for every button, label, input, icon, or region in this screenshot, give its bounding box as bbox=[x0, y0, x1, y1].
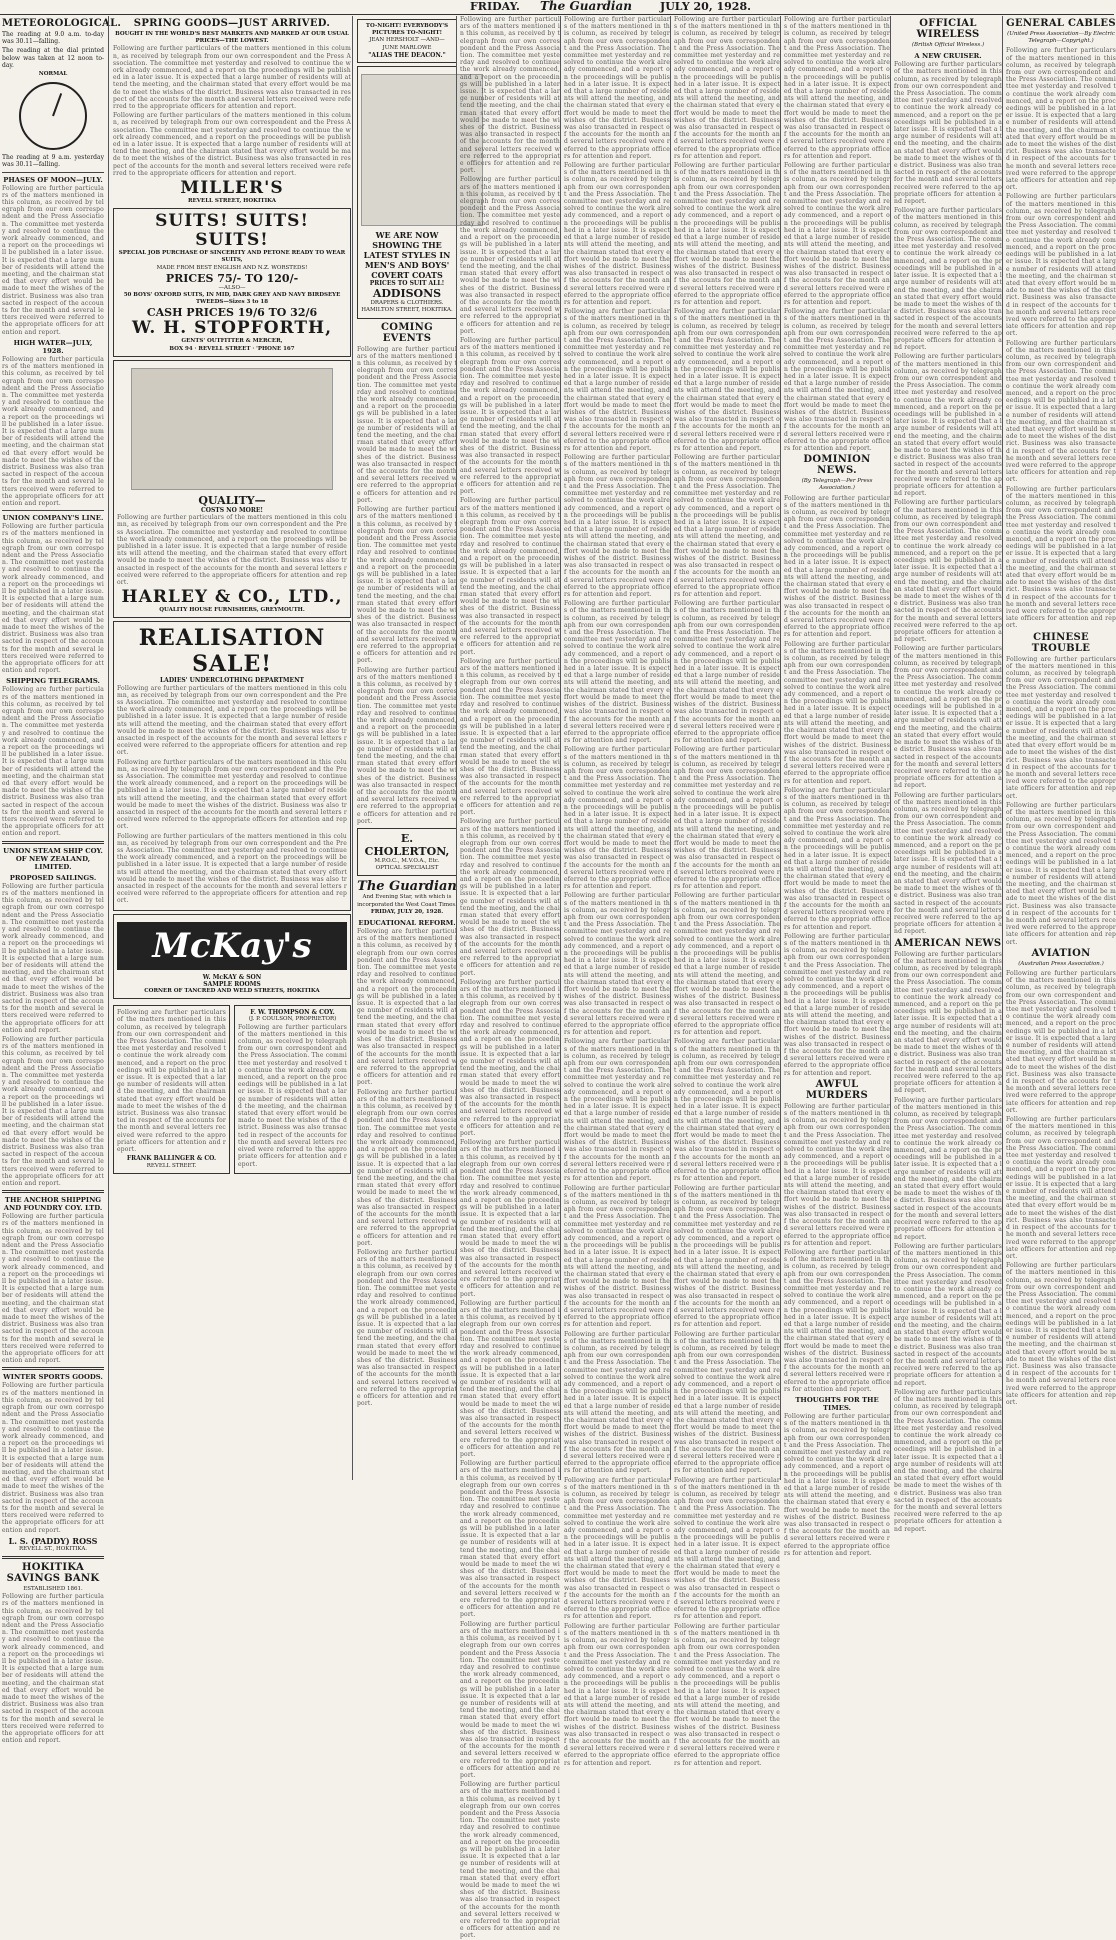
stopforth-sub: GENTS' OUTFITTER & MERCER, bbox=[181, 338, 283, 345]
addisons-address: HAMILTON STREET, HOKITIKA. bbox=[361, 307, 453, 314]
stopforth-street: REVELL STREET bbox=[198, 345, 251, 352]
harley-ad bbox=[113, 360, 351, 618]
addisons-sub: DRAPERS & CLOTHIERS. bbox=[370, 300, 444, 307]
news-body: Following are further particulars of the matters mentioned in this column, as received by telegraph from our own correspondent and the Press Association. The committee met yesterday and resolved to continue the work already commenced, and a report on the proceedings will be published in a later issue. It is expected that a large number of residents will attend the meeting, and the chairman stated that every effort would be made to meet the wishes of the district. Business was also transacted in respect of the accounts for the month and several letters received were referred to the appropriate officers for attention and report. bbox=[784, 1412, 890, 1557]
news-body: Following are further particulars of the matters mentioned in this column, as received by telegraph from our own correspondent and the Press Association. The committee met yesterday and resolved to continue the work already commenced, and a report on the proceedings will be published in a later issue. It is expected that a large number of residents will attend the meeting, and the chairman stated that every effort would be made to meet the wishes of the district. Business was also transacted in respect of the accounts for the month and several letters received were referred to the appropriate officers for attention and report. bbox=[674, 308, 780, 452]
news-body: Following are further particulars of the matters mentioned in this column, as received by telegraph from our own correspondent and the Press Association. The committee met yesterday and resolved to continue the work already commenced, and a report on the proceedings will be published in a later issue. It is expected that a large number of residents will attend the meeting, and the chairman stated that every effort would be made to meet the wishes of the district. Business was also transacted in respect of the accounts for the month and several letters received were referred to the appropriate officers for attention and report. bbox=[674, 1330, 780, 1475]
news-body: Following are further particulars of the matters mentioned in this column, as received by telegraph from our own correspondent and the Press Association. The committee met yesterday and resolved to continue the work already commenced, and a report on the proceedings will be published in a later issue. It is expected that a large number of residents will attend the meeting, and the chairman stated that every effort would be made to meet the wishes of the district. Business was also transacted in respect of the accounts for the month and several letters received were referred to the appropriate officers for attention and report. bbox=[894, 1388, 1002, 1533]
news-body: Following are further particulars of the matters mentioned in this column, as received by telegraph from our own correspondent and the Press Association. The committee met yesterday and resolved to continue the work already commenced, and a report on the proceedings will be published in a later issue. It is expected that a large number of residents will attend the meeting, and the chairman stated that every effort would be made to meet the wishes of the district. Business was also transacted in respect of the accounts for the month and several letters received were referred to the appropriate officers for attention and report. bbox=[1006, 339, 1116, 484]
divider bbox=[2, 1190, 104, 1193]
thompson-ad bbox=[234, 1005, 351, 1173]
masthead-date: JULY 20, 1928. bbox=[660, 0, 751, 13]
news-body: Following are further particulars of the matters mentioned in this column, as received by telegraph from our own correspondent and the Press Association. The committee met yesterday and resolved to continue the work already commenced, and a report on the proceedings will be published in a later issue. It is expected that a large number of residents will attend the meeting, and the chairman stated that every effort would be made to meet the wishes of the district. Business was also transacted in respect of the accounts for the month and several letters received were referred to the appropriate officers for attention and report. bbox=[460, 818, 560, 977]
meteorological-heading: METEOROLOGICAL. bbox=[2, 18, 122, 29]
masthead bbox=[0, 0, 1114, 15]
realisation-sale-ad bbox=[113, 621, 351, 910]
mckay-corner: CORNER OF TANCRED AND WELD STREETS, HOKITIKA bbox=[144, 988, 320, 995]
costs-no-more: COSTS NO MORE! bbox=[200, 506, 264, 514]
shipping-body: Following are further particulars of the matters mentioned in this column, as received by telegraph from our own correspondent and the Press Association. The committee met yesterday and resolved to continue the work already commenced, and a report on the proceedings will be published in a later issue. It is expected that a large number of residents will attend the meeting, and the chairman stated that every effort would be made to meet the wishes of the district. Business was also transacted in respect of the accounts for the month and several letters received were referred to the appropriate officers for attention and report. bbox=[2, 686, 104, 838]
thoughts-heading: THOUGHTS FOR THE TIMES. bbox=[795, 1395, 879, 1412]
tide-heading: HIGH WATER—JULY, 1928. bbox=[13, 338, 93, 355]
met-reading: The reading at 9.0 a.m. to-day was 30.11—falling. bbox=[2, 31, 104, 46]
harley-name: HARLEY & CO., LTD., bbox=[121, 587, 343, 608]
coming-events-body-2: Following are further particulars of the matters mentioned in this column, as received by telegraph from our own correspondent and the Press Association. The committee met yesterday and resolved to continue the work already commenced, and a report on the proceedings will be published in a later issue. It is expected that a large number of residents will attend the meeting, and the chairman stated that every effort would be made to meet the wishes of the district. Business was also transacted in respect of the accounts for the month and several letters received were referred to the appropriate officers for attention and report. bbox=[357, 506, 457, 665]
news-body: Following are further particulars of the matters mentioned in this column, as received by telegraph from our own correspondent and the Press Association. The committee met yesterday and resolved to continue the work already commenced, and a report on the proceedings will be published in a later issue. It is expected that a large number of residents will attend the meeting, and the chairman stated that every effort would be made to meet the wishes of the district. Business was also transacted in respect of the accounts for the month and several letters received were referred to the appropriate officers for attention and report. bbox=[1006, 801, 1116, 946]
educational-reform-heading: EDUCATIONAL REFORM. bbox=[358, 919, 456, 928]
news-body: Following are further particulars of the matters mentioned in this column, as received by telegraph from our own correspondent and the Press Association. The committee met yesterday and resolved to continue the work already commenced, and a report on the proceedings will be published in a later issue. It is expected that a large number of residents will attend the meeting, and the chairman stated that every effort would be made to meet the wishes of the district. Business was also transacted in respect of the accounts for the month and several letters received were referred to the appropriate officers for attention and report. bbox=[674, 1476, 780, 1621]
news-body: Following are further particulars of the matters mentioned in this column, as received by telegraph from our own correspondent and the Press Association. The committee met yesterday and resolved to continue the work already commenced, and a report on the proceedings will be published in a later issue. It is expected that a large number of residents will attend the meeting, and the chairman stated that every effort would be made to meet the wishes of the district. Business was also transacted in respect of the accounts for the month and several letters received were referred to the appropriate officers for attention and report. bbox=[564, 1622, 670, 1767]
harley-sub: QUALITY HOUSE FURNISHERS, GREYMOUTH. bbox=[159, 607, 305, 614]
news-body: Following are further particulars of the matters mentioned in this column, as received by telegraph from our own correspondent and the Press Association. The committee met yesterday and resolved to continue the work already commenced, and a report on the proceedings will be published in a later issue. It is expected that a large number of residents will attend the meeting, and the chairman stated that every effort would be made to meet the wishes of the district. Business was also transacted in respect of the accounts for the month and several letters received were referred to the appropriate officers for attention and report. bbox=[784, 308, 890, 452]
addisons-intro: WE ARE NOW SHOWING THE LATEST STYLES IN MEN'S AND BOYS' COVERT COATS bbox=[363, 230, 451, 281]
winter-sports-heading: WINTER SPORTS GOODS. bbox=[3, 1373, 103, 1382]
sale-body-2: Following are further particulars of the matters mentioned in this column, as received by telegraph from our own correspondent and the Press Association. The committee met yesterday and resolved to continue the work already commenced, and a report on the proceedings will be published in a later issue. It is expected that a large number of residents will attend the meeting, and the chairman stated that every effort would be made to meet the wishes of the district. Business was also transacted in respect of the accounts for the month and several letters received were referred to the appropriate officers for attention and report. bbox=[117, 758, 347, 831]
mckay-sub: W. McKAY & SON bbox=[202, 973, 262, 981]
news-body: Following are further particulars of the matters mentioned in this column, as received by telegraph from our own correspondent and the Press Association. The committee met yesterday and resolved to continue the work already commenced, and a report on the proceedings will be published in a later issue. It is expected that a large number of residents will attend the meeting, and the chairman stated that every effort would be made to meet the wishes of the district. Business was also transacted in respect of the accounts for the month and several letters received were referred to the appropriate officers for attention and report. bbox=[460, 497, 560, 656]
news-body: Following are further particulars of the matters mentioned in this column, as received by telegraph from our own correspondent and the Press Association. The committee met yesterday and resolved to continue the work already commenced, and a report on the proceedings will be published in a later issue. It is expected that a large number of residents will attend the meeting, and the chairman stated that every effort would be made to meet the wishes of the district. Business was also transacted in respect of the accounts for the month and several letters received were referred to the appropriate officers for attention and report. bbox=[674, 1622, 780, 1767]
suits-sub-2: MADE FROM BEST ENGLISH AND N.Z. WORSTEDS! bbox=[156, 264, 308, 271]
news-body: Following are further particulars of the matters mentioned in this column, as received by telegraph from our own correspondent and the Press Association. The committee met yesterday and resolved to continue the work already commenced, and a report on the proceedings will be published in a later issue. It is expected that a large number of residents will attend the meeting, and the chairman stated that every effort would be made to meet the wishes of the district. Business was also transacted in respect of the accounts for the month and several letters received were referred to the appropriate officers for attention and report. bbox=[784, 640, 890, 785]
news-body: Following are further particulars of the matters mentioned in this column, as received by telegraph from our own correspondent and the Press Association. The committee met yesterday and resolved to continue the work already commenced, and a report on the proceedings will be published in a later issue. It is expected that a large number of residents will attend the meeting, and the chairman stated that every effort would be made to meet the wishes of the district. Business was also transacted in respect of the accounts for the month and several letters received were referred to the appropriate officers for attention and report. bbox=[460, 1460, 560, 1619]
spring-goods-body-2: Following are further particulars of the matters mentioned in this column, as received by telegraph from our own correspondent and the Press Association. The committee met yesterday and resolved to continue the work already commenced, and a report on the proceedings will be published in a later issue. It is expected that a large number of residents will attend the meeting, and the chairman stated that every effort would be made to meet the wishes of the district. Business was also transacted in respect of the accounts for the month and several letters received were referred to the appropriate officers for attention and report. bbox=[113, 112, 351, 177]
news-body: Following are further particulars of the matters mentioned in this column, as received by telegraph from our own correspondent and the Press Association. The committee met yesterday and resolved to continue the work already commenced, and a report on the proceedings will be published in a later issue. It is expected that a large number of residents will attend the meeting, and the chairman stated that every effort would be made to meet the wishes of the district. Business was also transacted in respect of the accounts for the month and several letters received were referred to the appropriate officers for attention and report. bbox=[1006, 1262, 1116, 1406]
news-body: Following are further particulars of the matters mentioned in this column, as received by telegraph from our own correspondent and the Press Association. The committee met yesterday and resolved to continue the work already commenced, and a report on the proceedings will be published in a later issue. It is expected that a large number of residents will attend the meeting, and the chairman stated that every effort would be made to meet the wishes of the district. Business was also transacted in respect of the accounts for the month and several letters received were referred to the appropriate officers for attention and report. bbox=[564, 1038, 670, 1183]
divider bbox=[2, 1556, 104, 1559]
news-body: Following are further particulars of the matters mentioned in this column, as received by telegraph from our own correspondent and the Press Association. The committee met yesterday and resolved to continue the work already commenced, and a report on the proceedings will be published in a later issue. It is expected that a large number of residents will attend the meeting, and the chairman stated that every effort would be made to meet the wishes of the district. Business was also transacted in respect of the accounts for the month and several letters received were referred to the appropriate officers for attention and report. bbox=[460, 1781, 560, 1940]
news-body: Following are further particulars of the matters mentioned in this column, as received by telegraph from our own correspondent and the Press Association. The committee met yesterday and resolved to continue the work already commenced, and a report on the proceedings will be published in a later issue. It is expected that a large number of residents will attend the meeting, and the chairman stated that every effort would be made to meet the wishes of the district. Business was also transacted in respect of the accounts for the month and several letters received were referred to the appropriate officers for attention and report. bbox=[460, 657, 560, 817]
news-body: Following are further particulars of the matters mentioned in this column, as received by telegraph from our own correspondent and the Press Association. The committee met yesterday and resolved to continue the work already commenced, and a report on the proceedings will be published in a later issue. It is expected that a large number of residents will attend the meeting, and the chairman stated that every effort would be made to meet the wishes of the district. Business was also transacted in respect of the accounts for the month and several letters received were referred to the appropriate officers for attention and report. bbox=[564, 308, 670, 452]
met-dial-note: The reading at the dial printed below was taken at 12 noon to-day. bbox=[2, 47, 104, 69]
column-10 bbox=[1002, 16, 1116, 1480]
column-1 bbox=[2, 16, 122, 1745]
news-body: Following are further particulars of the matters mentioned in this column, as received by telegraph from our own correspondent and the Press Association. The committee met yesterday and resolved to continue the work already commenced, and a report on the proceedings will be published in a later issue. It is expected that a large number of residents will attend the meeting, and the chairman stated that every effort would be made to meet the wishes of the district. Business was also transacted in respect of the accounts for the month and several letters received were referred to the appropriate officers for attention and report. bbox=[460, 336, 560, 496]
news-body: Following are further particulars of the matters mentioned in this column, as received by telegraph from our own correspondent and the Press Association. The committee met yesterday and resolved to continue the work already commenced, and a report on the proceedings will be published in a later issue. It is expected that a large number of residents will attend the meeting, and the chairman stated that every effort would be made to meet the wishes of the district. Business was also transacted in respect of the accounts for the month and several letters received were referred to the appropriate officers for attention and report. bbox=[894, 207, 1002, 352]
news-body: Following are further particulars of the matters mentioned in this column, as received by telegraph from our own correspondent and the Press Association. The committee met yesterday and resolved to continue the work already commenced, and a report on the proceedings will be published in a later issue. It is expected that a large number of residents will attend the meeting, and the chairman stated that every effort would be made to meet the wishes of the district. Business was also transacted in respect of the accounts for the month and several letters received were referred to the appropriate officers for attention and report. bbox=[564, 1476, 670, 1621]
news-body: Following are further particulars of the matters mentioned in this column, as received by telegraph from our own correspondent and the Press Association. The committee met yesterday and resolved to continue the work already commenced, and a report on the proceedings will be published in a later issue. It is expected that a large number of residents will attend the meeting, and the chairman stated that every effort would be made to meet the wishes of the district. Business was also transacted in respect of the accounts for the month and several letters received were referred to the appropriate officers for attention and report. bbox=[564, 746, 670, 891]
guardian-title: The Guardian bbox=[357, 879, 457, 895]
ussco-heading: UNION STEAM SHIP COY. OF NEW ZEALAND, LIMITED. bbox=[3, 846, 103, 871]
stopforth-contacts: BOX 94 · REVELL STREET · 'PHONE 167 bbox=[169, 345, 295, 352]
news-body: Following are further particulars of the matters mentioned in this column, as received by telegraph from our own correspondent and the Press Association. The committee met yesterday and resolved to continue the work already commenced, and a report on the proceedings will be published in a later issue. It is expected that a large number of residents will attend the meeting, and the chairman stated that every effort would be made to meet the wishes of the district. Business was also transacted in respect of the accounts for the month and several letters received were referred to the appropriate officers for attention and report. bbox=[564, 454, 670, 599]
pictures-ad bbox=[357, 19, 457, 63]
cash-prices: CASH PRICES 19/6 TO 32/6 bbox=[146, 306, 318, 320]
moon-body: Following are further particulars of the matters mentioned in this column, as received by telegraph from our own correspondent and the Press Association. The committee met yesterday and resolved to continue the work already commenced, and a report on the proceedings will be published in a later issue. It is expected that a large number of residents will attend the meeting, and the chairman stated that every effort would be made to meet the wishes of the district. Business was also transacted in respect of the accounts for the month and several letters received were referred to the appropriate officers for attention and report. bbox=[2, 184, 104, 336]
spring-goods-heading: SPRING GOODS—JUST ARRIVED. bbox=[133, 18, 331, 29]
spring-goods-body: Following are further particulars of the matters mentioned in this column, as received by telegraph from our own correspondent and the Press Association. The committee met yesterday and resolved to continue the work already commenced, and a report on the proceedings will be published in a later issue. It is expected that a large number of residents will attend the meeting, and the chairman stated that every effort would be made to meet the wishes of the district. Business was also transacted in respect of the accounts for the month and several letters received were referred to the appropriate officers for attention and report. bbox=[113, 45, 351, 111]
news-body: Following are further particulars of the matters mentioned in this column, as received by telegraph from our own correspondent and the Press Association. The committee met yesterday and resolved to continue the work already commenced, and a report on the proceedings will be published in a later issue. It is expected that a large number of residents will attend the meeting, and the chairman stated that every effort would be made to meet the wishes of the district. Business was also transacted in respect of the accounts for the month and several letters received were referred to the appropriate officers for attention and report. bbox=[894, 645, 1002, 790]
general-cables-heading: GENERAL CABLES bbox=[1006, 18, 1116, 29]
news-body: Following are further particulars of the matters mentioned in this column, as received by telegraph from our own correspondent and the Press Association. The committee met yesterday and resolved to continue the work already commenced, and a report on the proceedings will be published in a later issue. It is expected that a large number of residents will attend the meeting, and the chairman stated that every effort would be made to meet the wishes of the district. Business was also transacted in respect of the accounts for the month and several letters received were referred to the appropriate officers for attention and report. bbox=[460, 1620, 560, 1779]
chinese-trouble-heading: CHINESE TROUBLE bbox=[1031, 631, 1091, 654]
coming-events-body-3: Following are further particulars of the matters mentioned in this column, as received by telegraph from our own correspondent and the Press Association. The committee met yesterday and resolved to continue the work already commenced, and a report on the proceedings will be published in a later issue. It is expected that a large number of residents will attend the meeting, and the chairman stated that every effort would be made to meet the wishes of the district. Business was also transacted in respect of the accounts for the month and several letters received were referred to the appropriate officers for attention and report. bbox=[357, 666, 457, 825]
tide-body: Following are further particulars of the matters mentioned in this column, as received by telegraph from our own correspondent and the Press Association. The committee met yesterday and resolved to continue the work already commenced, and a report on the proceedings will be published in a later issue. It is expected that a large number of residents will attend the meeting, and the chairman stated that every effort would be made to meet the wishes of the district. Business was also transacted in respect of the accounts for the month and several letters received were referred to the appropriate officers for attention and report. bbox=[2, 355, 104, 507]
anchor-body: Following are further particulars of the matters mentioned in this column, as received by telegraph from our own correspondent and the Press Association. The committee met yesterday and resolved to continue the work already commenced, and a report on the proceedings will be published in a later issue. It is expected that a large number of residents will attend the meeting, and the chairman stated that every effort would be made to meet the wishes of the district. Business was also transacted in respect of the accounts for the month and several letters received were referred to the appropriate officers for attention and report. bbox=[2, 1213, 104, 1365]
news-body: Following are further particulars of the matters mentioned in this column, as received by telegraph from our own correspondent and the Press Association. The committee met yesterday and resolved to continue the work already commenced, and a report on the proceedings will be published in a later issue. It is expected that a large number of residents will attend the meeting, and the chairman stated that every effort would be made to meet the wishes of the district. Business was also transacted in respect of the accounts for the month and several letters received were referred to the appropriate officers for attention and report. bbox=[784, 494, 890, 639]
awful-murders-heading: AWFUL MURDERS bbox=[805, 1078, 869, 1101]
moon-heading: PHASES OF MOON—JULY. bbox=[3, 175, 103, 184]
guardian-sub: And Evening Star, with which is incorporated the West Coast Times. bbox=[357, 894, 457, 908]
news-body: Following are further particulars of the matters mentioned in this column, as received by telegraph from our own correspondent and the Press Association. The committee met yesterday and resolved to continue the work already commenced, and a report on the proceedings will be published in a later issue. It is expected that a large number of residents will attend the meeting, and the chairman stated that every effort would be made to meet the wishes of the district. Business was also transacted in respect of the accounts for the month and several letters received were referred to the appropriate officers for attention and report. bbox=[1006, 193, 1116, 338]
dial-label: NORMAL bbox=[38, 71, 68, 78]
divider bbox=[2, 841, 104, 844]
news-body: Following are further particulars of the matters mentioned in this column, as received by telegraph from our own correspondent and the Press Association. The committee met yesterday and resolved to continue the work already commenced, and a report on the proceedings will be published in a later issue. It is expected that a large number of residents will attend the meeting, and the chairman stated that every effort would be made to meet the wishes of the district. Business was also transacted in respect of the accounts for the month and several letters received were referred to the appropriate officers for attention and report. bbox=[1006, 47, 1116, 192]
news-body: Following are further particulars of the matters mentioned in this column, as received by telegraph from our own correspondent and the Press Association. The committee met yesterday and resolved to continue the work already commenced, and a report on the proceedings will be published in a later issue. It is expected that a large number of residents will attend the meeting, and the chairman stated that every effort would be made to meet the wishes of the district. Business was also transacted in respect of the accounts for the month and several letters received were referred to the appropriate officers for attention and report. bbox=[460, 978, 560, 1138]
news-body: Following are further particulars of the matters mentioned in this column, as received by telegraph from our own correspondent and the Press Association. The committee met yesterday and resolved to continue the work already commenced, and a report on the proceedings will be published in a later issue. It is expected that a large number of residents will attend the meeting, and the chairman stated that every effort would be made to meet the wishes of the district. Business was also transacted in respect of the accounts for the month and several letters received were referred to the appropriate officers for attention and report. bbox=[784, 786, 890, 931]
new-cruiser-heading: A NEW CRUISER. bbox=[914, 52, 982, 61]
cholerton-sub: M.P.O.C., M.V.O.A., Etc. OPTICAL SPECIALIST bbox=[374, 858, 440, 872]
column-3 bbox=[352, 16, 457, 1480]
sale-body: Following are further particulars of the matters mentioned in this column, as received by telegraph from our own correspondent and the Press Association. The committee met yesterday and resolved to continue the work already commenced, and a report on the proceedings will be published in a later issue. It is expected that a large number of residents will attend the meeting, and the chairman stated that every effort would be made to meet the wishes of the district. Business was also transacted in respect of the accounts for the month and several letters received were referred to the appropriate officers for attention and report. bbox=[117, 684, 347, 757]
news-body: Following are further particulars of the matters mentioned in this column, as received by telegraph from our own correspondent and the Press Association. The committee met yesterday and resolved to continue the work already commenced, and a report on the proceedings will be published in a later issue. It is expected that a large number of residents will attend the meeting, and the chairman stated that every effort would be made to meet the wishes of the district. Business was also transacted in respect of the accounts for the month and several letters received were referred to the appropriate officers for attention and report. bbox=[674, 162, 780, 306]
divider bbox=[2, 510, 104, 511]
news-body: Following are further particulars of the matters mentioned in this column, as received by telegraph from our own correspondent and the Press Association. The committee met yesterday and resolved to continue the work already commenced, and a report on the proceedings will be published in a later issue. It is expected that a large number of residents will attend the meeting, and the chairman stated that every effort would be made to meet the wishes of the district. Business was also transacted in respect of the accounts for the month and several letters received were referred to the appropriate officers for attention and report. bbox=[784, 1248, 890, 1393]
bottom-ads-row bbox=[113, 1002, 351, 1176]
aviation-heading: AVIATION bbox=[1031, 947, 1091, 959]
union-line-heading: UNION COMPANY'S LINE. bbox=[2, 514, 104, 523]
masthead-day: FRIDAY. bbox=[470, 0, 520, 13]
edu-body-2: Following are further particulars of the matters mentioned in this column, as received by telegraph from our own correspondent and the Press Association. The committee met yesterday and resolved to continue the work already commenced, and a report on the proceedings will be published in a later issue. It is expected that a large number of residents will attend the meeting, and the chairman stated that every effort would be made to meet the wishes of the district. Business was also transacted in respect of the accounts for the month and several letters received were referred to the appropriate officers for attention and report. bbox=[357, 1088, 457, 1247]
dial-hand bbox=[52, 93, 62, 116]
news-body: Following are further particulars of the matters mentioned in this column, as received by telegraph from our own correspondent and the Press Association. The committee met yesterday and resolved to continue the work already commenced, and a report on the proceedings will be published in a later issue. It is expected that a large number of residents will attend the meeting, and the chairman stated that every effort would be made to meet the wishes of the district. Business was also transacted in respect of the accounts for the month and several letters received were referred to the appropriate officers for attention and report. bbox=[784, 1102, 890, 1247]
column-5 bbox=[456, 16, 560, 1940]
coming-events-body: Following are further particulars of the matters mentioned in this column, as received by telegraph from our own correspondent and the Press Association. The committee met yesterday and resolved to continue the work already commenced, and a report on the proceedings will be published in a later issue. It is expected that a large number of residents will attend the meeting, and the chairman stated that every effort would be made to meet the wishes of the district. Business was also transacted in respect of the accounts for the month and several letters received were referred to the appropriate officers for attention and report. bbox=[357, 345, 457, 504]
news-body: Following are further particulars of the matters mentioned in this column, as received by telegraph from our own correspondent and the Press Association. The committee met yesterday and resolved to continue the work already commenced, and a report on the proceedings will be published in a later issue. It is expected that a large number of residents will attend the meeting, and the chairman stated that every effort would be made to meet the wishes of the district. Business was also transacted in respect of the accounts for the month and several letters received were referred to the appropriate officers for attention and report. bbox=[460, 1299, 560, 1459]
winter-sports-body: Following are further particulars of the matters mentioned in this column, as received by telegraph from our own correspondent and the Press Association. The committee met yesterday and resolved to continue the work already commenced, and a report on the proceedings will be published in a later issue. It is expected that a large number of residents will attend the meeting, and the chairman stated that every effort would be made to meet the wishes of the district. Business was also transacted in respect of the accounts for the month and several letters received were referred to the appropriate officers for attention and report. bbox=[2, 1382, 104, 1534]
news-body: Following are further particulars of the matters mentioned in this column, as received by telegraph from our own correspondent and the Press Association. The committee met yesterday and resolved to continue the work already commenced, and a report on the proceedings will be published in a later issue. It is expected that a large number of residents will attend the meeting, and the chairman stated that every effort would be made to meet the wishes of the district. Business was also transacted in respect of the accounts for the month and several letters received were referred to the appropriate officers for attention and report. bbox=[564, 1330, 670, 1475]
edu-body: Following are further particulars of the matters mentioned in this column, as received by telegraph from our own correspondent and the Press Association. The committee met yesterday and resolved to continue the work already commenced, and a report on the proceedings will be published in a later issue. It is expected that a large number of residents will attend the meeting, and the chairman stated that every effort would be made to meet the wishes of the district. Business was also transacted in respect of the accounts for the month and several letters received were referred to the appropriate officers for attention and report. bbox=[357, 928, 457, 1087]
column-6 bbox=[560, 16, 670, 1767]
ballinger-street: REVELL STREET. bbox=[146, 1162, 197, 1169]
millers-name: MILLER'S bbox=[180, 178, 284, 199]
realisation-heading: REALISATION SALE! bbox=[138, 625, 326, 678]
news-body: Following are further particulars of the matters mentioned in this column, as received by telegraph from our own correspondent and the Press Association. The committee met yesterday and resolved to continue the work already commenced, and a report on the proceedings will be published in a later issue. It is expected that a large number of residents will attend the meeting, and the chairman stated that every effort would be made to meet the wishes of the district. Business was also transacted in respect of the accounts for the month and several letters received were referred to the appropriate officers for attention and report. bbox=[674, 16, 780, 160]
masthead-title: The Guardian bbox=[540, 0, 632, 13]
proposed-sailings-heading: PROPOSED SAILINGS. bbox=[9, 873, 97, 882]
shipping-heading: SHIPPING TELEGRAMS. bbox=[6, 677, 100, 686]
savings-bank-heading: HOKITIKA SAVINGS BANK bbox=[6, 1561, 100, 1584]
column-7 bbox=[670, 16, 780, 1767]
news-body: Following are further particulars of the matters mentioned in this column, as received by telegraph from our own correspondent and the Press Association. The committee met yesterday and resolved to continue the work already commenced, and a report on the proceedings will be published in a later issue. It is expected that a large number of residents will attend the meeting, and the chairman stated that every effort would be made to meet the wishes of the district. Business was also transacted in respect of the accounts for the month and several letters received were referred to the appropriate officers for attention and report. bbox=[894, 61, 1002, 206]
news-body: Following are further particulars of the matters mentioned in this column, as received by telegraph from our own correspondent and the Press Association. The committee met yesterday and resolved to continue the work already commenced, and a report on the proceedings will be published in a later issue. It is expected that a large number of residents will attend the meeting, and the chairman stated that every effort would be made to meet the wishes of the district. Business was also transacted in respect of the accounts for the month and several letters received were referred to the appropriate officers for attention and report. bbox=[1006, 1116, 1116, 1260]
news-body: Following are further particulars of the matters mentioned in this column, as received by telegraph from our own correspondent and the Press Association. The committee met yesterday and resolved to continue the work already commenced, and a report on the proceedings will be published in a later issue. It is expected that a large number of residents will attend the meeting, and the chairman stated that every effort would be made to meet the wishes of the district. Business was also transacted in respect of the accounts for the month and several letters received were referred to the appropriate officers for attention and report. bbox=[674, 892, 780, 1037]
sailings-body: Following are further particulars of the matters mentioned in this column, as received by telegraph from our own correspondent and the Press Association. The committee met yesterday and resolved to continue the work already commenced, and a report on the proceedings will be published in a later issue. It is expected that a large number of residents will attend the meeting, and the chairman stated that every effort would be made to meet the wishes of the district. Business was also transacted in respect of the accounts for the month and several letters received were referred to the appropriate officers for attention and report. bbox=[2, 882, 104, 1034]
news-body: Following are further particulars of the matters mentioned in this column, as received by telegraph from our own correspondent and the Press Association. The committee met yesterday and resolved to continue the work already commenced, and a report on the proceedings will be published in a later issue. It is expected that a large number of residents will attend the meeting, and the chairman stated that every effort would be made to meet the wishes of the district. Business was also transacted in respect of the accounts for the month and several letters received were referred to the appropriate officers for attention and report. bbox=[564, 892, 670, 1037]
news-body: Following are further particulars of the matters mentioned in this column, as received by telegraph from our own correspondent and the Press Association. The committee met yesterday and resolved to continue the work already commenced, and a report on the proceedings will be published in a later issue. It is expected that a large number of residents will attend the meeting, and the chairman stated that every effort would be made to meet the wishes of the district. Business was also transacted in respect of the accounts for the month and several letters received were referred to the appropriate officers for attention and report. bbox=[674, 600, 780, 745]
ballinger-name: FRANK BALLINGER & CO. bbox=[126, 1155, 217, 1163]
ross-name: L. S. (PADDY) ROSS bbox=[8, 1535, 98, 1546]
harley-body: Following are further particulars of the matters mentioned in this column, as received by telegraph from our own correspondent and the Press Association. The committee met yesterday and resolved to continue the work already commenced, and a report on the proceedings will be published in a later issue. It is expected that a large number of residents will attend the meeting, and the chairman stated that every effort would be made to meet the wishes of the district. Business was also transacted in respect of the accounts for the month and several letters received were referred to the appropriate officers for attention and report. bbox=[117, 514, 347, 586]
barometer-dial-icon bbox=[19, 82, 87, 150]
film-stars: JEAN HERSHOLT —AND— JUNE MARLOWE bbox=[369, 37, 445, 51]
cholerton-ad bbox=[357, 828, 457, 876]
suits-heading: SUITS! SUITS! SUITS! bbox=[155, 211, 309, 251]
news-body: Following are further particulars of the matters mentioned in this column, as received by telegraph from our own correspondent and the Press Association. The committee met yesterday and resolved to continue the work already commenced, and a report on the proceedings will be published in a later issue. It is expected that a large number of residents will attend the meeting, and the chairman stated that every effort would be made to meet the wishes of the district. Business was also transacted in respect of the accounts for the month and several letters received were referred to the appropriate officers for attention and report. bbox=[564, 1184, 670, 1329]
mckay-logo: McKay's bbox=[117, 922, 347, 970]
mckay-rooms: SAMPLE ROOMS bbox=[203, 980, 261, 988]
met-yesterday: The reading at 9 a.m. yesterday was 30.11—falling. bbox=[2, 154, 104, 169]
anchor-heading: THE ANCHOR SHIPPING AND FOUNDRY COY. LTD. bbox=[3, 1196, 103, 1213]
quality-heading: QUALITY— bbox=[198, 493, 266, 507]
news-body: Following are further particulars of the matters mentioned in this column, as received by telegraph from our own correspondent and the Press Association. The committee met yesterday and resolved to continue the work already commenced, and a report on the proceedings will be published in a later issue. It is expected that a large number of residents will attend the meeting, and the chairman stated that every effort would be made to meet the wishes of the district. Business was also transacted in respect of the accounts for the month and several letters received were referred to the appropriate officers for attention and report. bbox=[674, 746, 780, 891]
column-9 bbox=[890, 16, 1002, 1533]
also-label: —ALSO— bbox=[218, 284, 246, 291]
general-cables-byline: (United Press Association—By Electric Telegraph—Copyright.) bbox=[1007, 31, 1115, 45]
news-body: Following are further particulars of the matters mentioned in this column, as received by telegraph from our own correspondent and the Press Association. The committee met yesterday and resolved to continue the work already commenced, and a report on the proceedings will be published in a later issue. It is expected that a large number of residents will attend the meeting, and the chairman stated that every effort would be made to meet the wishes of the district. Business was also transacted in respect of the accounts for the month and several letters received were referred to the appropriate officers for attention and report. bbox=[894, 1242, 1002, 1387]
ballinger-ad bbox=[113, 1005, 230, 1173]
guardian-date: FRIDAY, JULY 20, 1928. bbox=[370, 908, 444, 915]
thompson-body: Following are further particulars of the matters mentioned in this column, as received by telegraph from our own correspondent and the Press Association. The committee met yesterday and resolved to continue the work already commenced, and a report on the proceedings will be published in a later issue. It is expected that a large number of residents will attend the meeting, and the chairman stated that every effort would be made to meet the wishes of the district. Business was also transacted in respect of the accounts for the month and several letters received were referred to the appropriate officers for attention and report. bbox=[238, 1023, 347, 1168]
stopforth-box: BOX 94 bbox=[169, 345, 193, 352]
news-body: Following are further particulars of the matters mentioned in this column, as received by telegraph from our own correspondent and the Press Association. The committee met yesterday and resolved to continue the work already commenced, and a report on the proceedings will be published in a later issue. It is expected that a large number of residents will attend the meeting, and the chairman stated that every effort would be made to meet the wishes of the district. Business was also transacted in respect of the accounts for the month and several letters received were referred to the appropriate officers for attention and report. bbox=[1006, 969, 1116, 1114]
column-2-ads bbox=[108, 16, 351, 1480]
addisons-prices: PRICES TO SUIT ALL! bbox=[369, 280, 445, 288]
spring-goods-sub: BOUGHT IN THE WORLD'S BEST MARKETS AND MARKED AT OUR USUAL PRICES—THE LOWEST. bbox=[115, 31, 349, 45]
news-body: Following are further particulars of the matters mentioned in this column, as received by telegraph from our own correspondent and the Press Association. The committee met yesterday and resolved to continue the work already commenced, and a report on the proceedings will be published in a later issue. It is expected that a large number of residents will attend the meeting, and the chairman stated that every effort would be made to meet the wishes of the district. Business was also transacted in respect of the accounts for the month and several letters received were referred to the appropriate officers for attention and report. bbox=[674, 1038, 780, 1183]
news-body: Following are further particulars of the matters mentioned in this column, as received by telegraph from our own correspondent and the Press Association. The committee met yesterday and resolved to continue the work already commenced, and a report on the proceedings will be published in a later issue. It is expected that a large number of residents will attend the meeting, and the chairman stated that every effort would be made to meet the wishes of the district. Business was also transacted in respect of the accounts for the month and several letters received were referred to the appropriate officers for attention and report. bbox=[784, 932, 890, 1077]
ladies-underclothing: LADIES' UNDERCLOTHING DEPARTMENT bbox=[159, 677, 305, 685]
addisons-ad bbox=[357, 66, 457, 319]
dominion-news-byline: (By Telegraph—Per Press Association.) bbox=[801, 478, 873, 492]
official-wireless-byline: (British Official Wireless.) bbox=[911, 42, 985, 48]
news-body: Following are further particulars of the matters mentioned in this column, as received by telegraph from our own correspondent and the Press Association. The committee met yesterday and resolved to continue the work already commenced, and a report on the proceedings will be published in a later issue. It is expected that a large number of residents will attend the meeting, and the chairman stated that every effort would be made to meet the wishes of the district. Business was also transacted in respect of the accounts for the month and several letters received were referred to the appropriate officers for attention and report. bbox=[564, 162, 670, 306]
millers-address: REVELL STREET, HOKITIKA bbox=[187, 198, 277, 205]
stopforth-phone: 'PHONE 167 bbox=[256, 345, 295, 352]
thompson-sub: (J. P. COULSON, PROPRIETOR) bbox=[248, 1016, 337, 1023]
news-body: Following are further particulars of the matters mentioned in this column, as received by telegraph from our own correspondent and the Press Association. The committee met yesterday and resolved to continue the work already commenced, and a report on the proceedings will be published in a later issue. It is expected that a large number of residents will attend the meeting, and the chairman stated that every effort would be made to meet the wishes of the district. Business was also transacted in respect of the accounts for the month and several letters received were referred to the appropriate officers for attention and report. bbox=[1006, 655, 1116, 800]
furniture-illustration-icon bbox=[131, 368, 333, 490]
union-line-body: Following are further particulars of the matters mentioned in this column, as received by telegraph from our own correspondent and the Press Association. The committee met yesterday and resolved to continue the work already commenced, and a report on the proceedings will be published in a later issue. It is expected that a large number of residents will attend the meeting, and the chairman stated that every effort would be made to meet the wishes of the district. Business was also transacted in respect of the accounts for the month and several letters received were referred to the appropriate officers for attention and report. bbox=[2, 523, 104, 675]
suits-sub: SPECIAL JOB PURCHASE OF SINCERITY AND PETONE READY TO WEAR SUITS, bbox=[118, 250, 346, 264]
news-body: Following are further particulars of the matters mentioned in this column, as received by telegraph from our own correspondent and the Press Association. The committee met yesterday and resolved to continue the work already commenced, and a report on the proceedings will be published in a later issue. It is expected that a large number of residents will attend the meeting, and the chairman stated that every effort would be made to meet the wishes of the district. Business was also transacted in respect of the accounts for the month and several letters received were referred to the appropriate officers for attention and report. bbox=[894, 353, 1002, 498]
news-body: Following are further particulars of the matters mentioned in this column, as received by telegraph from our own correspondent and the Press Association. The committee met yesterday and resolved to continue the work already commenced, and a report on the proceedings will be published in a later issue. It is expected that a large number of residents will attend the meeting, and the chairman stated that every effort would be made to meet the wishes of the district. Business was also transacted in respect of the accounts for the month and several letters received were referred to the appropriate officers for attention and report. bbox=[784, 16, 890, 160]
official-wireless-heading: OFFICIAL WIRELESS bbox=[916, 18, 980, 40]
american-news-heading: AMERICAN NEWS bbox=[894, 937, 1002, 949]
ballinger-body: Following are further particulars of the matters mentioned in this column, as received by telegraph from our own correspondent and the Press Association. The committee met yesterday and resolved to continue the work already commenced, and a report on the proceedings will be published in a later issue. It is expected that a large number of residents will attend the meeting, and the chairman stated that every effort would be made to meet the wishes of the district. Business was also transacted in respect of the accounts for the month and several letters received were referred to the appropriate officers for attention and report. bbox=[117, 1009, 226, 1154]
news-body: Following are further particulars of the matters mentioned in this column, as received by telegraph from our own correspondent and the Press Association. The committee met yesterday and resolved to continue the work already commenced, and a report on the proceedings will be published in a later issue. It is expected that a large number of residents will attend the meeting, and the chairman stated that every effort would be made to meet the wishes of the district. Business was also transacted in respect of the accounts for the month and several letters received were referred to the appropriate officers for attention and report. bbox=[894, 950, 1002, 1095]
sale-body-3: Following are further particulars of the matters mentioned in this column, as received by telegraph from our own correspondent and the Press Association. The committee met yesterday and resolved to continue the work already commenced, and a report on the proceedings will be published in a later issue. It is expected that a large number of residents will attend the meeting, and the chairman stated that every effort would be made to meet the wishes of the district. Business was also transacted in respect of the accounts for the month and several letters received were referred to the appropriate officers for attention and report. bbox=[117, 832, 347, 905]
news-body: Following are further particulars of the matters mentioned in this column, as received by telegraph from our own correspondent and the Press Association. The committee met yesterday and resolved to continue the work already commenced, and a report on the proceedings will be published in a later issue. It is expected that a large number of residents will attend the meeting, and the chairman stated that every effort would be made to meet the wishes of the district. Business was also transacted in respect of the accounts for the month and several letters received were referred to the appropriate officers for attention and report. bbox=[894, 1096, 1002, 1241]
cholerton-name: E. CHOLERTON, bbox=[364, 832, 450, 859]
edu-body-3: Following are further particulars of the matters mentioned in this column, as received by telegraph from our own correspondent and the Press Association. The committee met yesterday and resolved to continue the work already commenced, and a report on the proceedings will be published in a later issue. It is expected that a large number of residents will attend the meeting, and the chairman stated that every effort would be made to meet the wishes of the district. Business was also transacted in respect of the accounts for the month and several letters received were referred to the appropriate officers for attention and report. bbox=[357, 1248, 457, 1408]
suits-prices: PRICES 75/- TO 120/- bbox=[165, 271, 299, 285]
thompson-name: F. W. THOMPSON & COY. bbox=[250, 1009, 335, 1017]
column-8 bbox=[780, 16, 890, 1557]
sailings-body-2: Following are further particulars of the matters mentioned in this column, as received by telegraph from our own correspondent and the Press Association. The committee met yesterday and resolved to continue the work already commenced, and a report on the proceedings will be published in a later issue. It is expected that a large number of residents will attend the meeting, and the chairman stated that every effort would be made to meet the wishes of the district. Business was also transacted in respect of the accounts for the month and several letters received were referred to the appropriate officers for attention and report. bbox=[2, 1035, 104, 1188]
news-body: Following are further particulars of the matters mentioned in this column, as received by telegraph from our own correspondent and the Press Association. The committee met yesterday and resolved to continue the work already commenced, and a report on the proceedings will be published in a later issue. It is expected that a large number of residents will attend the meeting, and the chairman stated that every effort would be made to meet the wishes of the district. Business was also transacted in respect of the accounts for the month and several letters received were referred to the appropriate officers for attention and report. bbox=[460, 176, 560, 335]
addisons-name: ADDISONS bbox=[372, 287, 442, 301]
tonight-banner: TO-NIGHT! EVERYBODY'S PICTURES TO-NIGHT! bbox=[365, 23, 449, 37]
aviation-byline: (Australian Press Association.) bbox=[1018, 960, 1104, 967]
news-body: Following are further particulars of the matters mentioned in this column, as received by telegraph from our own correspondent and the Press Association. The committee met yesterday and resolved to continue the work already commenced, and a report on the proceedings will be published in a later issue. It is expected that a large number of residents will attend the meeting, and the chairman stated that every effort would be made to meet the wishes of the district. Business was also transacted in respect of the accounts for the month and several letters received were referred to the appropriate officers for attention and report. bbox=[894, 791, 1002, 936]
dominion-news-heading: DOMINION NEWS. bbox=[803, 454, 871, 477]
news-body: Following are further particulars of the matters mentioned in this column, as received by telegraph from our own correspondent and the Press Association. The committee met yesterday and resolved to continue the work already commenced, and a report on the proceedings will be published in a later issue. It is expected that a large number of residents will attend the meeting, and the chairman stated that every effort would be made to meet the wishes of the district. Business was also transacted in respect of the accounts for the month and several letters received were referred to the appropriate officers for attention and report. bbox=[674, 1184, 780, 1329]
news-body: Following are further particulars of the matters mentioned in this column, as received by telegraph from our own correspondent and the Press Association. The committee met yesterday and resolved to continue the work already commenced, and a report on the proceedings will be published in a later issue. It is expected that a large number of residents will attend the meeting, and the chairman stated that every effort would be made to meet the wishes of the district. Business was also transacted in respect of the accounts for the month and several letters received were referred to the appropriate officers for attention and report. bbox=[460, 16, 560, 175]
news-body: Following are further particulars of the matters mentioned in this column, as received by telegraph from our own correspondent and the Press Association. The committee met yesterday and resolved to continue the work already commenced, and a report on the proceedings will be published in a later issue. It is expected that a large number of residents will attend the meeting, and the chairman stated that every effort would be made to meet the wishes of the district. Business was also transacted in respect of the accounts for the month and several letters received were referred to the appropriate officers for attention and report. bbox=[564, 600, 670, 745]
film-title: "ALIAS THE DEACON." bbox=[368, 51, 446, 59]
news-body: Following are further particulars of the matters mentioned in this column, as received by telegraph from our own correspondent and the Press Association. The committee met yesterday and resolved to continue the work already commenced, and a report on the proceedings will be published in a later issue. It is expected that a large number of residents will attend the meeting, and the chairman stated that every effort would be made to meet the wishes of the district. Business was also transacted in respect of the accounts for the month and several letters received were referred to the appropriate officers for attention and report. bbox=[564, 16, 670, 160]
news-body: Following are further particulars of the matters mentioned in this column, as received by telegraph from our own correspondent and the Press Association. The committee met yesterday and resolved to continue the work already commenced, and a report on the proceedings will be published in a later issue. It is expected that a large number of residents will attend the meeting, and the chairman stated that every effort would be made to meet the wishes of the district. Business was also transacted in respect of the accounts for the month and several letters received were referred to the appropriate officers for attention and report. bbox=[784, 162, 890, 306]
stopforth-name: W. H. STOPFORTH, bbox=[131, 318, 333, 339]
ross-address: REVELL ST., HOKITIKA. bbox=[18, 1545, 88, 1552]
divider bbox=[2, 1367, 104, 1370]
divider bbox=[2, 172, 104, 173]
news-body: Following are further particulars of the matters mentioned in this column, as received by telegraph from our own correspondent and the Press Association. The committee met yesterday and resolved to continue the work already commenced, and a report on the proceedings will be published in a later issue. It is expected that a large number of residents will attend the meeting, and the chairman stated that every effort would be made to meet the wishes of the district. Business was also transacted in respect of the accounts for the month and several letters received were referred to the appropriate officers for attention and report. bbox=[460, 1139, 560, 1298]
savings-bank-body: Following are further particulars of the matters mentioned in this column, as received by telegraph from our own correspondent and the Press Association. The committee met yesterday and resolved to continue the work already commenced, and a report on the proceedings will be published in a later issue. It is expected that a large number of residents will attend the meeting, and the chairman stated that every effort would be made to meet the wishes of the district. Business was also transacted in respect of the accounts for the month and several letters received were referred to the appropriate officers for attention and report. bbox=[2, 1593, 104, 1745]
savings-bank-established: ESTABLISHED 1861. bbox=[23, 1585, 83, 1592]
boys-suits: 50 BOYS' OXFORD SUITS, IN MID, DARK GREY AND NAVY BIRDSEYE TWEEDS—Sizes 3 to 18 bbox=[123, 292, 341, 306]
mckay-ad bbox=[113, 914, 351, 1000]
news-body: Following are further particulars of the matters mentioned in this column, as received by telegraph from our own correspondent and the Press Association. The committee met yesterday and resolved to continue the work already commenced, and a report on the proceedings will be published in a later issue. It is expected that a large number of residents will attend the meeting, and the chairman stated that every effort would be made to meet the wishes of the district. Business was also transacted in respect of the accounts for the month and several letters received were referred to the appropriate officers for attention and report. bbox=[894, 499, 1002, 644]
stopforth-ad bbox=[113, 208, 351, 357]
news-body: Following are further particulars of the matters mentioned in this column, as received by telegraph from our own correspondent and the Press Association. The committee met yesterday and resolved to continue the work already commenced, and a report on the proceedings will be published in a later issue. It is expected that a large number of residents will attend the meeting, and the chairman stated that every effort would be made to meet the wishes of the district. Business was also transacted in respect of the accounts for the month and several letters received were referred to the appropriate officers for attention and report. bbox=[1006, 485, 1116, 630]
coming-events-heading: COMING EVENTS bbox=[381, 321, 433, 344]
news-body: Following are further particulars of the matters mentioned in this column, as received by telegraph from our own correspondent and the Press Association. The committee met yesterday and resolved to continue the work already commenced, and a report on the proceedings will be published in a later issue. It is expected that a large number of residents will attend the meeting, and the chairman stated that every effort would be made to meet the wishes of the district. Business was also transacted in respect of the accounts for the month and several letters received were referred to the appropriate officers for attention and report. bbox=[674, 454, 780, 599]
